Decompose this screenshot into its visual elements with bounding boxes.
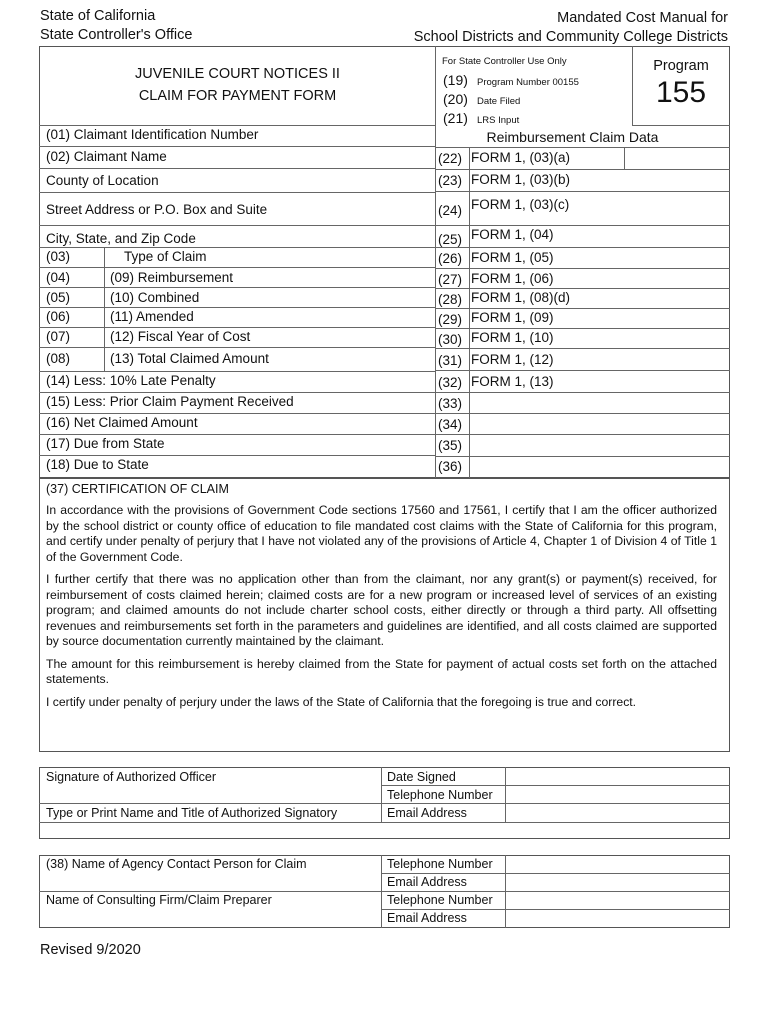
- field-num: (05): [46, 290, 71, 305]
- agency-state: State of California: [40, 8, 156, 24]
- reimb-num: (35): [438, 438, 463, 453]
- due-from-state-label: (17) Due from State: [46, 436, 165, 451]
- type-of-claim-num: (03): [46, 249, 71, 264]
- reimb-label: FORM 1, (13): [471, 374, 554, 389]
- telephone-field[interactable]: [506, 786, 729, 803]
- form-subtitle: CLAIM FOR PAYMENT FORM: [138, 88, 337, 104]
- reimb-label: FORM 1, (10): [471, 330, 554, 345]
- reimb-num: (31): [438, 353, 463, 368]
- reimb-label: FORM 1, (03)(c): [471, 197, 570, 212]
- sco-field-num: (21): [443, 110, 468, 126]
- revision-date: Revised 9/2020: [40, 942, 141, 958]
- email-label: Email Address: [387, 806, 467, 820]
- reimb-label: FORM 1, (03)(b): [471, 172, 571, 187]
- reimb-num: (29): [438, 312, 463, 327]
- reimb-num: (33): [438, 396, 463, 411]
- reimb-num: (25): [438, 232, 463, 247]
- claimant-name-label: (02) Claimant Name: [46, 149, 167, 164]
- reimb-num: (22): [438, 151, 463, 166]
- reimb-num: (24): [438, 203, 463, 218]
- certification-paragraph: The amount for this reimbursement is hereby claimed from the State for payment of actual costs set forth on the attached statements.: [46, 656, 717, 686]
- signature-label: Signature of Authorized Officer: [46, 770, 217, 784]
- total-claimed-label: (13) Total Claimed Amount: [110, 351, 269, 366]
- sco-field-num: (19): [443, 72, 468, 88]
- program-label: Program: [653, 58, 709, 74]
- consultant-telephone-label: Telephone Number: [387, 893, 493, 907]
- reimb-num: (34): [438, 417, 463, 432]
- reimb-label: FORM 1, (04): [471, 227, 554, 242]
- reimb-num: (30): [438, 332, 463, 347]
- consultant-email-label: Email Address: [387, 911, 467, 925]
- field-num: (08): [46, 351, 71, 366]
- net-claimed-label: (16) Net Claimed Amount: [46, 415, 198, 430]
- reimb-label: FORM 1, (06): [471, 271, 554, 286]
- reimb-label: FORM 1, (03)(a): [471, 150, 571, 165]
- date-filed-label: Date Filed: [477, 96, 521, 107]
- field-num: (06): [46, 309, 71, 324]
- email-field[interactable]: [506, 804, 729, 821]
- certification-text: [46, 503, 717, 717]
- program-number: 155: [655, 76, 707, 109]
- certification-paragraph: I certify under penalty of perjury under the laws of the State of California that the foregoing is true and correct.: [46, 694, 637, 709]
- reimb-num: (27): [438, 272, 463, 287]
- form-title: JUVENILE COURT NOTICES II: [135, 66, 340, 82]
- reimbursement-heading: Reimbursement Claim Data: [486, 129, 659, 145]
- manual-title: Mandated Cost Manual for: [557, 10, 728, 26]
- field-num: (04): [46, 270, 71, 285]
- reimb-num: (26): [438, 251, 463, 266]
- print-name-label: Type or Print Name and Title of Authorized Signatory: [46, 806, 338, 820]
- reimb-num: (23): [438, 173, 463, 188]
- agency-office: State Controller's Office: [40, 27, 193, 43]
- reimbursement-label: (09) Reimbursement: [110, 270, 234, 285]
- reimb-num: (28): [438, 292, 463, 307]
- reimb-label: FORM 1, (05): [471, 250, 554, 265]
- field-num: (07): [46, 329, 71, 344]
- county-label: County of Location: [46, 173, 159, 188]
- contact-email-label: Email Address: [387, 875, 467, 889]
- reimb-num: (32): [438, 375, 463, 390]
- contact-telephone-label: Telephone Number: [387, 857, 493, 871]
- certification-paragraph: I further certify that there was no application other than from the claimant, nor any grant(s) or payment(s) received, for reimbursement of costs claimed herein; claimed costs are for a new program or increased level of services of an existing program; and claimed amounts do not include charter school costs, either directly or through a third party. All offsetting revenues and reimbursements set forth in the parameters and guidelines are identified, and all costs claimed are supported by source documentation currently maintained by the claimant.: [46, 572, 717, 648]
- certification-heading: (37) CERTIFICATION OF CLAIM: [46, 482, 229, 496]
- fiscal-year-label: (12) Fiscal Year of Cost: [110, 329, 251, 344]
- reimb-num: (36): [438, 459, 463, 474]
- city-label: City, State, and Zip Code: [46, 231, 196, 246]
- type-of-claim-label: Type of Claim: [124, 249, 207, 264]
- due-to-state-label: (18) Due to State: [46, 457, 149, 472]
- consulting-firm-label: Name of Consulting Firm/Claim Preparer: [46, 893, 272, 907]
- sco-use-only: For State Controller Use Only: [442, 56, 567, 67]
- telephone-label: Telephone Number: [387, 788, 493, 802]
- street-label: Street Address or P.O. Box and Suite: [46, 202, 268, 217]
- sco-field-num: (20): [443, 91, 468, 107]
- reimb-label: FORM 1, (08)(d): [471, 290, 571, 305]
- prior-claim-label: (15) Less: Prior Claim Payment Received: [46, 394, 294, 409]
- contact-person-label: (38) Name of Agency Contact Person for Claim: [46, 857, 307, 871]
- date-signed-label: Date Signed: [387, 770, 456, 784]
- claimant-id-label: (01) Claimant Identification Number: [46, 127, 259, 142]
- reimb-label: FORM 1, (12): [471, 352, 554, 367]
- late-penalty-label: (14) Less: 10% Late Penalty: [46, 373, 216, 388]
- lrs-input-label: LRS Input: [477, 115, 520, 126]
- reimb-label: FORM 1, (09): [471, 310, 554, 325]
- combined-label: (10) Combined: [110, 290, 200, 305]
- manual-subtitle: School Districts and Community College Districts: [413, 29, 728, 45]
- program-number-label: Program Number 00155: [477, 77, 579, 88]
- certification-paragraph: In accordance with the provisions of Government Code sections 17560 and 17561, I certify that I am the officer authorized by the school district or county office of education to file mandated cost claims with the State of California for this program, and certify under penalty of perjury that I have not violated any of the provisions of Article 4, Chapter 1 of Division 4 of Title 1 of the Government Code.: [46, 503, 717, 564]
- amended-label: (11) Amended: [110, 309, 194, 324]
- date-signed-field[interactable]: [506, 768, 729, 785]
